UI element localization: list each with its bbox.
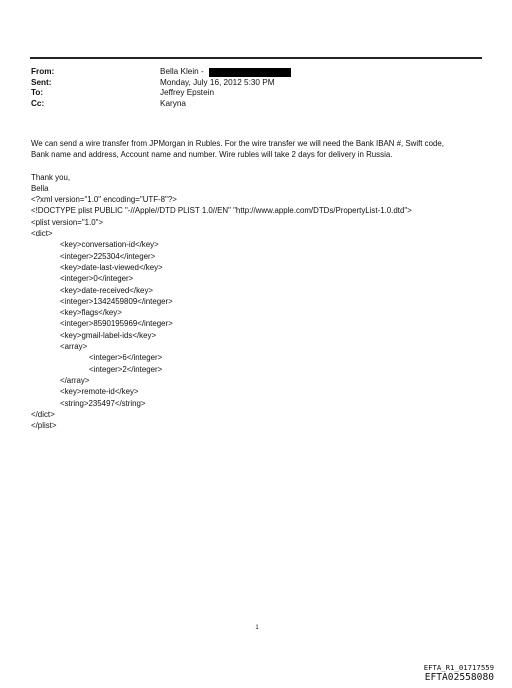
closing-line: Thank you, <box>31 172 71 182</box>
plist-line: <integer>1342459809</integer> <box>60 296 173 306</box>
to-value: Jeffrey Epstein <box>160 88 215 97</box>
bates-stamp <box>424 663 494 683</box>
email-body <box>31 138 491 431</box>
plist-line: <array> <box>60 342 88 352</box>
plist-line: <key>conversation-id</key> <box>60 240 159 250</box>
sent-value: Monday, July 16, 2012 5:30 PM <box>160 77 275 87</box>
plist-line: <dict> <box>31 229 53 239</box>
plist-line: <key>flags</key> <box>60 308 122 318</box>
message-line-1: We can send a wire transfer from JPMorgan in Rubles. For the wire transfer we will need the Bank IBAN #, Swift code, <box>31 139 444 148</box>
plist-line: <key>date-last-viewed</key> <box>60 262 163 272</box>
from-name: Bella Klein - <box>160 67 204 76</box>
sent-label: Sent: <box>31 77 52 87</box>
plist-line: <integer>8590195969</integer> <box>60 319 173 329</box>
signature-line: Bella <box>31 183 49 193</box>
plist-line: <key>gmail-label-ids</key> <box>60 330 157 340</box>
plist-line: </plist> <box>31 421 57 431</box>
plist-line: <key>date-received</key> <box>60 285 153 295</box>
plist-line: <plist version="1.0"> <box>31 217 104 227</box>
bates-stamp-line-2: EFTA02558080 <box>424 672 494 683</box>
email-header <box>31 67 451 109</box>
plist-line: <?xml version="1.0" encoding="UTF-8"?> <box>31 195 177 205</box>
message-line-2: Bank name and address, Account name and number. Wire rubles will take 2 days for delivery in Russia. <box>31 150 393 160</box>
plist-line: </dict> <box>31 409 55 419</box>
cc-row <box>31 99 451 110</box>
header-divider <box>30 57 482 59</box>
plist-line: <integer>2</integer> <box>89 364 163 374</box>
plist-line: <integer>225304</integer> <box>60 251 156 261</box>
from-label: From: <box>31 67 55 76</box>
cc-value: Karyna <box>160 98 186 108</box>
plist-line: <key>remote-id</key> <box>60 387 139 397</box>
from-value <box>160 67 291 78</box>
plist-line: <integer>6</integer> <box>89 353 163 363</box>
to-label: To: <box>31 88 44 97</box>
page-number: 1 <box>255 625 259 631</box>
plist-line: <string>235497</string> <box>60 398 146 408</box>
plist-line: <integer>0</integer> <box>60 274 134 284</box>
redaction-box <box>209 68 291 77</box>
plist-line: <!DOCTYPE plist PUBLIC "-//Apple//DTD PLIST 1.0//EN" "http://www.apple.com/DTDs/PropertyList-1.0.dtd"> <box>31 206 412 216</box>
from-row <box>31 67 451 78</box>
to-row <box>31 88 451 99</box>
cc-label: Cc: <box>31 98 45 108</box>
sent-row <box>31 78 451 89</box>
plist-line: </array> <box>60 375 90 385</box>
plist-block <box>31 194 491 431</box>
paragraph-gap <box>31 161 491 172</box>
bates-stamp-line-1: EFTA_R1_01717559 <box>423 663 494 672</box>
